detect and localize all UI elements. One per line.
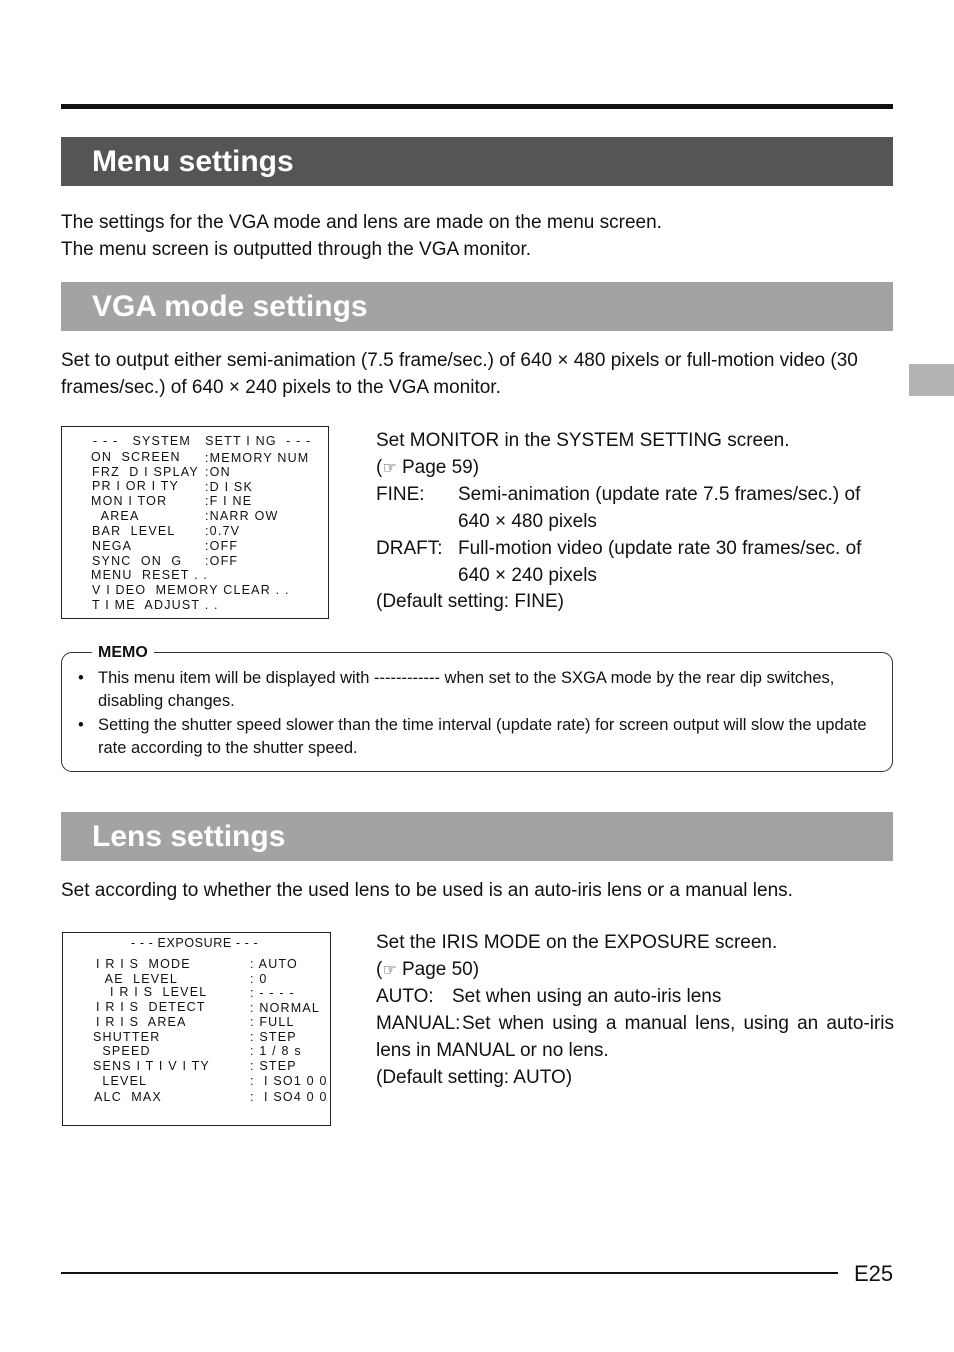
vga-mode-description [376,428,896,616]
menu-intro-line-2: The menu screen is outputted through the VGA monitor. [61,239,531,260]
memo-title: MEMO [92,643,154,663]
screen-row-value: :D I SK [205,480,253,494]
lens-page-reference [376,957,894,985]
screen-row-value: :0.7V [205,524,241,538]
bottom-rule [61,1272,838,1274]
vga-intro-line-1: Set to output either semi-animation (7.5 frame/sec.) of 640 × 480 pixels or full-motion video (30 [61,350,858,371]
screen-row-value: :OFF [205,554,239,568]
screen-row-value: : 0 [250,972,268,986]
vga-page-reference [376,455,896,483]
vga-mode-intro [61,347,895,401]
memo-item [78,714,878,759]
screen-row-label: ON SCREEN [91,450,181,464]
screen-row-value: : FULL [250,1015,295,1029]
screen-row-label: SPEED [93,1044,151,1058]
screen-row-label: SYNC ON G [92,554,183,568]
screen-row-value: :NARR OW [205,509,279,523]
vga-intro-line-2: frames/sec.) of 640 × 240 pixels to the VGA monitor. [61,377,501,398]
paren-open: ( [376,958,383,980]
vga-default-setting: (Default setting: FINE) [376,591,564,613]
screen-row-label: AE LEVEL [96,972,178,986]
screen-row-label: ALC MAX [94,1090,162,1104]
screen-row-value: :MEMORY NUM [205,451,310,465]
auto-text: Set when using an auto-iris lens [452,986,722,1008]
paren-open: ( [376,456,383,478]
screen-row-value: : 1 / 8 s [250,1044,302,1058]
fine-text: Semi-animation (update rate 7.5 frames/sec.) of 640 × 480 pixels [458,484,861,533]
screen-row-label: MON I TOR [91,494,168,508]
screen-row-label: BAR LEVEL [92,524,176,538]
screen-row-label: FRZ D I SPLAY [92,465,199,479]
manual-text: Set when using a manual lens, using an auto-iris lens in MANUAL or no lens. [376,1013,894,1061]
screen-row-value: :F I NE [205,494,253,508]
lens-settings-intro: Set according to whether the used lens to be used is an auto-iris lens or a manual lens. [61,880,793,901]
screen-row-label: AREA [92,509,140,523]
page-reference-text: Page 59) [396,456,480,478]
screen-row-label: LEVEL [93,1074,148,1088]
lens-default-setting: (Default setting: AUTO) [376,1066,573,1088]
screen-row-value: : NORMAL [250,1001,321,1015]
vga-desc-line-1: Set MONITOR in the SYSTEM SETTING screen. [376,430,790,451]
fine-label: FINE: [376,484,425,506]
screen-row-value: : - - - - [250,986,295,1000]
pointing-hand-icon: ☞ [382,961,397,979]
screen-header: - - - EXPOSURE - - - [131,936,259,950]
screen-row-label: PR I OR I TY [92,479,180,493]
screen-row-value: :OFF [205,539,239,553]
lens-settings-heading: Lens settings [61,812,893,861]
screen-row-label: I R I S DETECT [96,1000,206,1014]
page-reference-text: Page 50) [396,958,480,980]
menu-intro-line-1: The settings for the VGA mode and lens are made on the menu screen. [61,212,662,233]
lens-desc-line-1: Set the IRIS MODE on the EXPOSURE screen. [376,932,778,953]
fine-option [376,482,896,535]
side-tab-marker [909,364,954,396]
screen-row-label: SHUTTER [93,1030,161,1044]
screen-row-value: : I SO1 0 0 [250,1074,328,1088]
screen-header: - - - SYSTEM SETT I NG - - - [93,434,312,448]
memo-item-text: Setting the shutter speed slower than the time interval (update rate) for screen output will slow the update rate according to the shutter speed. [98,716,867,757]
screen-row-label: I R I S MODE [96,957,191,971]
bullet-icon: • [78,716,84,734]
screen-row-label: I R I S AREA [96,1015,187,1029]
manual-label: MANUAL: [376,1013,461,1035]
draft-text: Full-motion video (update rate 30 frames/sec. of 640 × 240 pixels [458,537,862,586]
system-setting-screen [61,426,329,619]
screen-row-value: :ON [205,465,231,479]
pointing-hand-icon: ☞ [382,459,397,477]
auto-option [376,984,894,1011]
menu-settings-intro [61,209,895,263]
memo-item-text: This menu item will be displayed with ------------ when set to the SXGA mode by the rear dip switches, disabling changes. [98,669,835,710]
exposure-screen [62,932,331,1126]
draft-label: DRAFT: [376,537,443,559]
menu-settings-heading: Menu settings [61,137,893,186]
manual-option [376,1011,894,1064]
screen-row-label: V I DEO MEMORY CLEAR . . [92,583,290,597]
screen-row-value: : I SO4 0 0 [250,1090,328,1104]
bullet-icon: • [78,669,84,687]
screen-row-label: T I ME ADJUST . . [92,598,219,612]
page-number: E25 [854,1261,894,1286]
top-rule [61,104,893,109]
screen-row-value: : STEP [250,1030,297,1044]
memo-list [78,667,878,761]
vga-mode-heading: VGA mode settings [61,282,893,331]
screen-row-label: MENU RESET . . [91,568,209,582]
lens-description [376,930,894,1091]
auto-label: AUTO: [376,986,434,1008]
screen-row-value: : STEP [250,1059,297,1073]
screen-row-label: I R I S LEVEL [96,985,208,999]
screen-row-label: SENS I T I V I TY [93,1059,210,1073]
screen-row-value: : AUTO [250,957,298,971]
draft-option [376,536,896,589]
screen-row-label: NEGA [92,539,133,553]
memo-item [78,667,878,712]
